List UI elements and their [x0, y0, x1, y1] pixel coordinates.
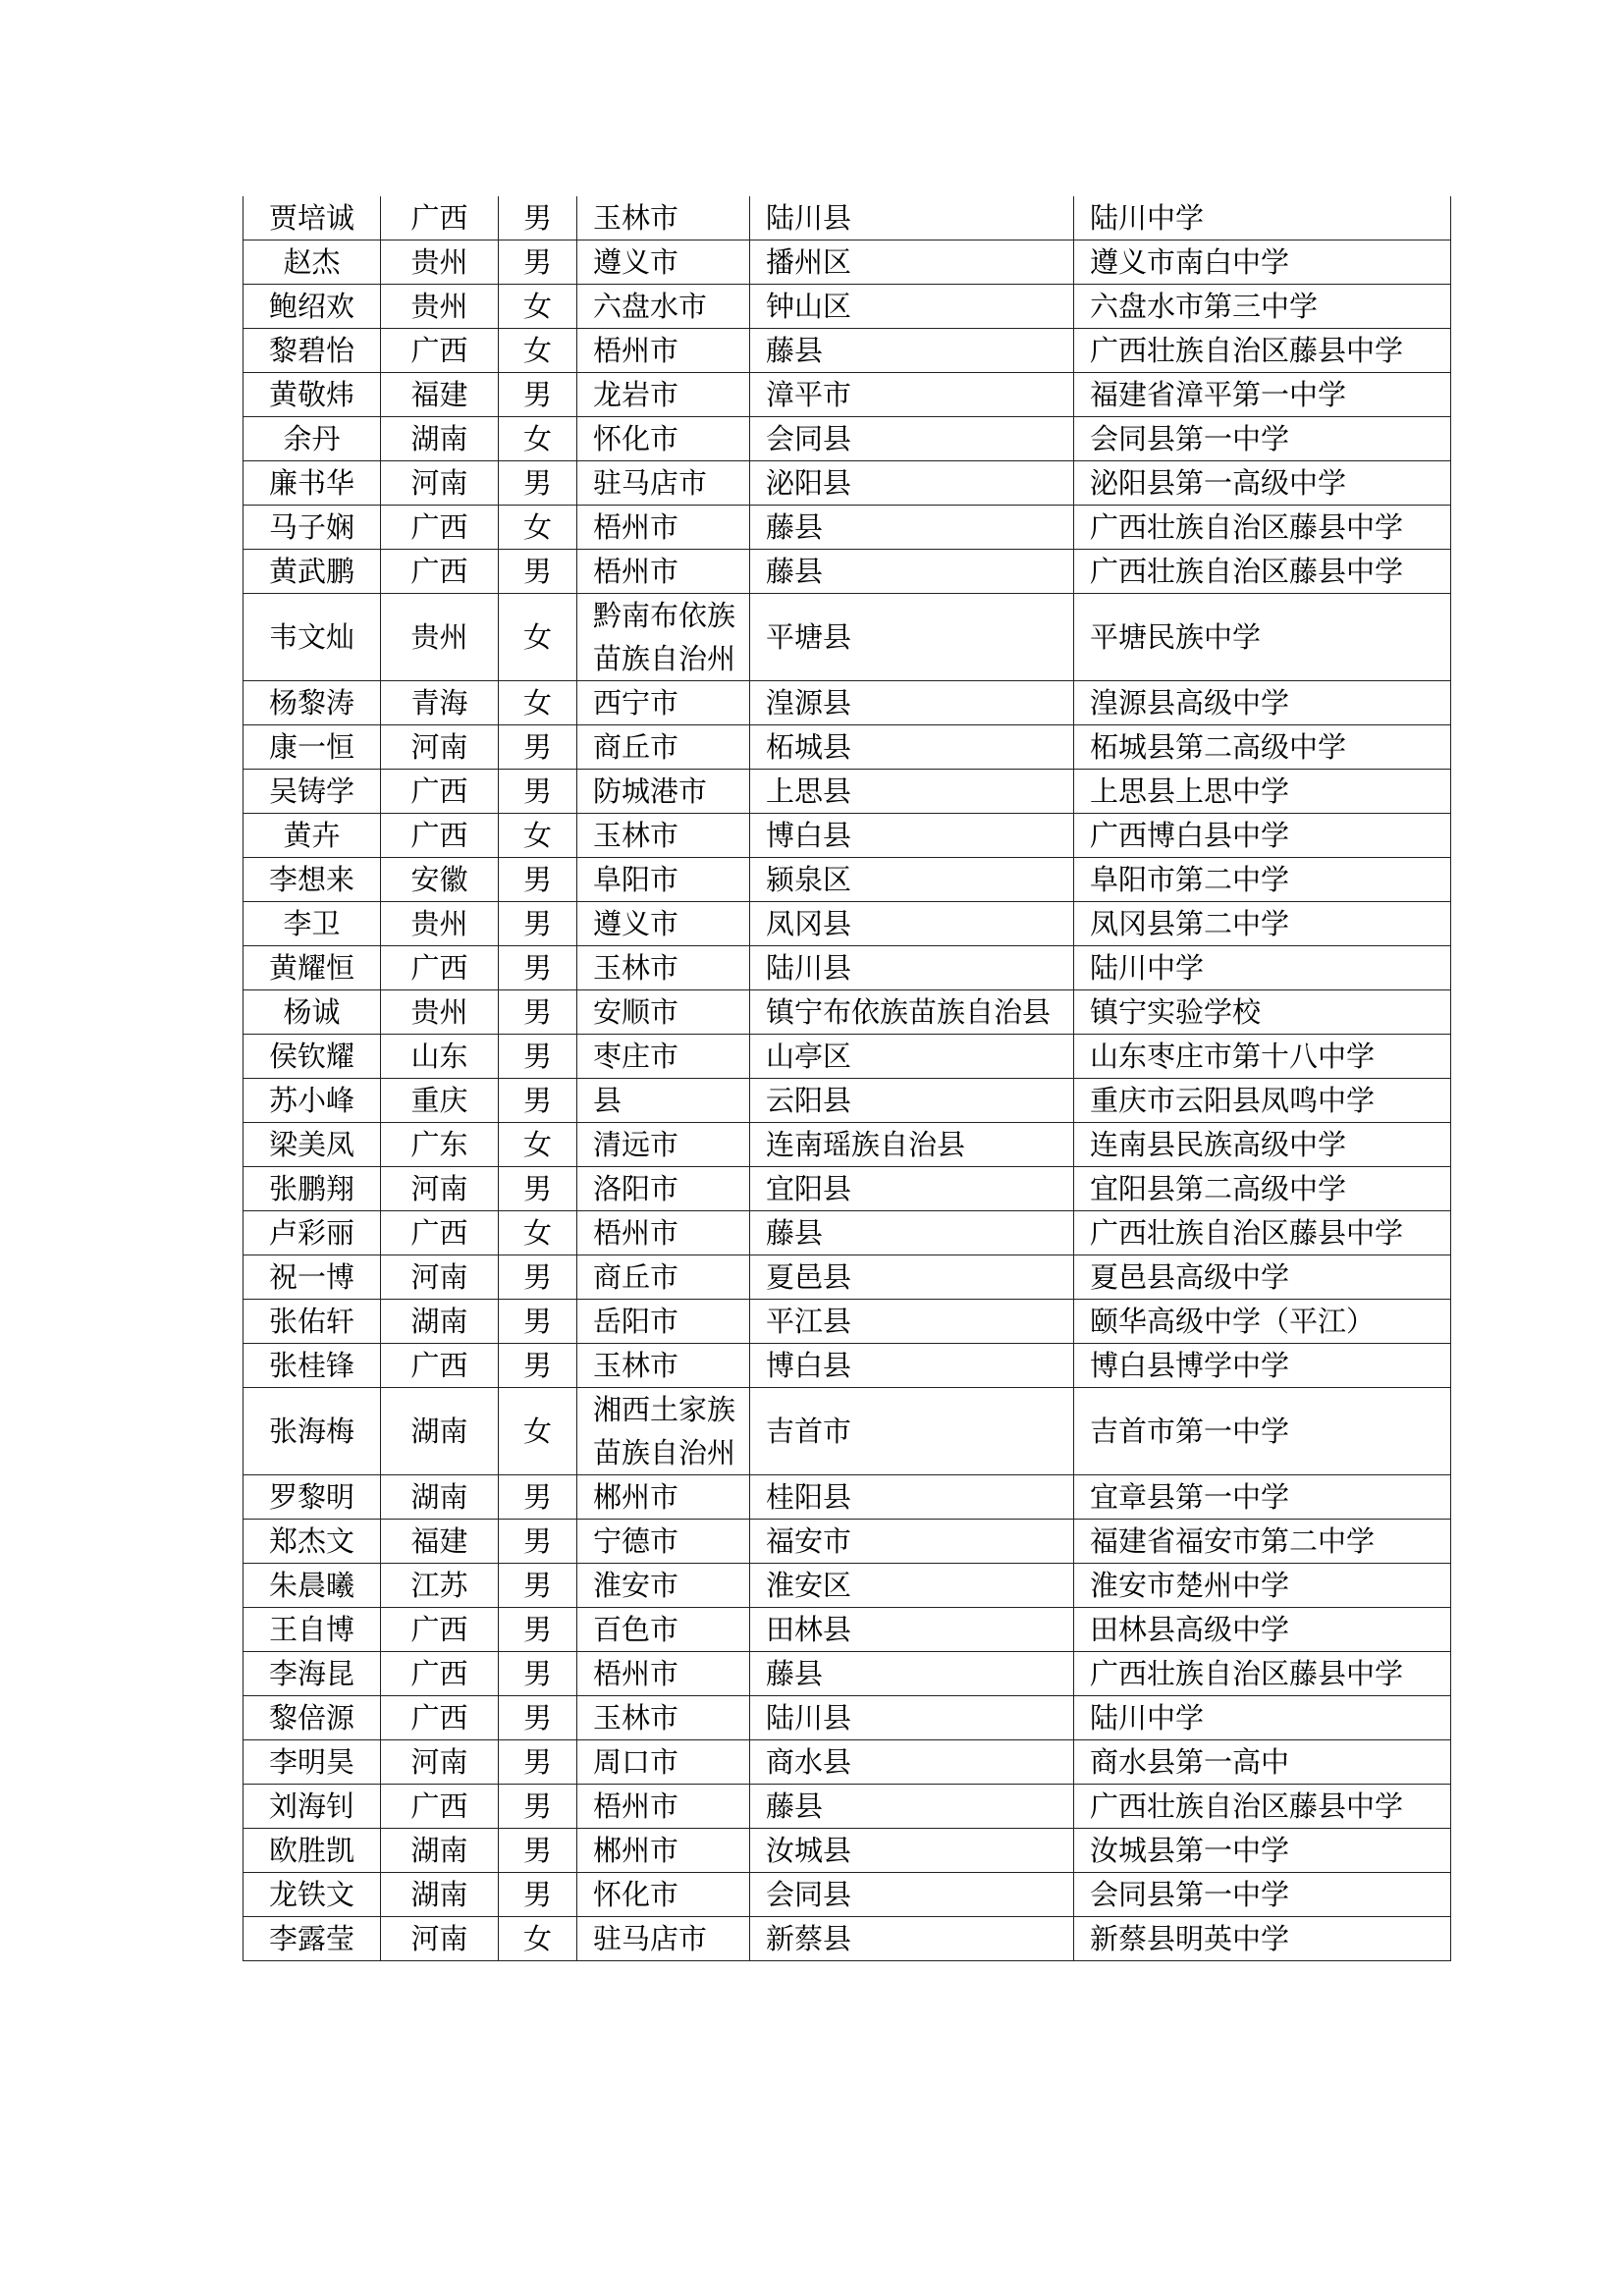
table-row [244, 417, 1451, 461]
gender-cell: 女 [499, 329, 577, 373]
county-cell: 藤县 [750, 1211, 1074, 1255]
school-cell: 宜章县第一中学 [1074, 1475, 1451, 1520]
table-row [244, 1255, 1451, 1300]
county-cell: 泌阳县 [750, 461, 1074, 506]
school-cell: 商水县第一高中 [1074, 1740, 1451, 1785]
table-row [244, 1608, 1451, 1652]
table-row [244, 1211, 1451, 1255]
county-cell: 陆川县 [750, 946, 1074, 990]
gender-cell: 男 [499, 1344, 577, 1388]
gender-cell: 男 [499, 1829, 577, 1873]
city-cell: 岳阳市 [577, 1300, 750, 1344]
school-cell: 陆川中学 [1074, 946, 1451, 990]
county-cell: 云阳县 [750, 1079, 1074, 1123]
province-cell: 河南 [381, 1917, 499, 1961]
student-name-cell: 杨诚 [244, 990, 381, 1035]
table-row [244, 196, 1451, 240]
province-cell: 河南 [381, 725, 499, 770]
gender-cell: 女 [499, 1211, 577, 1255]
gender-cell: 男 [499, 1740, 577, 1785]
student-name-cell: 余丹 [244, 417, 381, 461]
city-cell: 驻马店市 [577, 1917, 750, 1961]
student-name-cell: 李露莹 [244, 1917, 381, 1961]
county-cell: 汝城县 [750, 1829, 1074, 1873]
province-cell: 广西 [381, 1785, 499, 1829]
city-cell: 西宁市 [577, 681, 750, 725]
table-row [244, 770, 1451, 814]
gender-cell: 男 [499, 1475, 577, 1520]
student-name-cell: 黎倍源 [244, 1696, 381, 1740]
gender-cell: 男 [499, 770, 577, 814]
county-cell: 田林县 [750, 1608, 1074, 1652]
school-cell: 重庆市云阳县凤鸣中学 [1074, 1079, 1451, 1123]
province-cell: 河南 [381, 1255, 499, 1300]
city-cell: 清远市 [577, 1123, 750, 1167]
table-row [244, 681, 1451, 725]
table-row [244, 814, 1451, 858]
table-row [244, 240, 1451, 285]
school-cell: 上思县上思中学 [1074, 770, 1451, 814]
gender-cell: 女 [499, 506, 577, 550]
county-cell: 镇宁布依族苗族自治县 [750, 990, 1074, 1035]
city-cell: 玉林市 [577, 1696, 750, 1740]
school-cell: 广西壮族自治区藤县中学 [1074, 506, 1451, 550]
table-row [244, 1300, 1451, 1344]
gender-cell: 女 [499, 1123, 577, 1167]
city-cell: 洛阳市 [577, 1167, 750, 1211]
gender-cell: 男 [499, 240, 577, 285]
city-cell: 阜阳市 [577, 858, 750, 902]
province-cell: 河南 [381, 1740, 499, 1785]
student-name-cell: 张海梅 [244, 1388, 381, 1475]
student-name-cell: 李海昆 [244, 1652, 381, 1696]
county-cell: 淮安区 [750, 1564, 1074, 1608]
table-row [244, 506, 1451, 550]
city-cell: 玉林市 [577, 1344, 750, 1388]
city-cell: 百色市 [577, 1608, 750, 1652]
gender-cell: 男 [499, 946, 577, 990]
school-cell: 广西壮族自治区藤县中学 [1074, 550, 1451, 594]
school-cell: 田林县高级中学 [1074, 1608, 1451, 1652]
province-cell: 广西 [381, 196, 499, 240]
gender-cell: 女 [499, 1917, 577, 1961]
county-cell: 夏邑县 [750, 1255, 1074, 1300]
city-cell: 龙岩市 [577, 373, 750, 417]
province-cell: 湖南 [381, 1873, 499, 1917]
gender-cell: 男 [499, 1652, 577, 1696]
city-cell: 梧州市 [577, 329, 750, 373]
table-row [244, 1740, 1451, 1785]
school-cell: 柘城县第二高级中学 [1074, 725, 1451, 770]
city-cell: 梧州市 [577, 1652, 750, 1696]
gender-cell: 男 [499, 858, 577, 902]
school-cell: 汝城县第一中学 [1074, 1829, 1451, 1873]
city-cell: 防城港市 [577, 770, 750, 814]
province-cell: 山东 [381, 1035, 499, 1079]
table-row [244, 594, 1451, 681]
table-row [244, 550, 1451, 594]
county-cell: 商水县 [750, 1740, 1074, 1785]
county-cell: 宜阳县 [750, 1167, 1074, 1211]
county-cell: 吉首市 [750, 1388, 1074, 1475]
province-cell: 广西 [381, 1211, 499, 1255]
county-cell: 藤县 [750, 329, 1074, 373]
student-name-cell: 刘海钊 [244, 1785, 381, 1829]
gender-cell: 男 [499, 1785, 577, 1829]
table-row [244, 1873, 1451, 1917]
table-row [244, 990, 1451, 1035]
student-name-cell: 李卫 [244, 902, 381, 946]
school-cell: 连南县民族高级中学 [1074, 1123, 1451, 1167]
province-cell: 湖南 [381, 1300, 499, 1344]
student-name-cell: 黎碧怡 [244, 329, 381, 373]
county-cell: 钟山区 [750, 285, 1074, 329]
table-row [244, 1079, 1451, 1123]
student-name-cell: 王自博 [244, 1608, 381, 1652]
province-cell: 贵州 [381, 594, 499, 681]
student-name-cell: 朱晨曦 [244, 1564, 381, 1608]
county-cell: 桂阳县 [750, 1475, 1074, 1520]
county-cell: 凤冈县 [750, 902, 1074, 946]
school-cell: 广西壮族自治区藤县中学 [1074, 1652, 1451, 1696]
county-cell: 湟源县 [750, 681, 1074, 725]
county-cell: 陆川县 [750, 1696, 1074, 1740]
student-name-cell: 侯钦耀 [244, 1035, 381, 1079]
school-cell: 广西壮族自治区藤县中学 [1074, 329, 1451, 373]
student-name-cell: 张佑轩 [244, 1300, 381, 1344]
city-cell: 黔南布依族苗族自治州 [577, 594, 750, 681]
table-row [244, 1167, 1451, 1211]
county-cell: 藤县 [750, 550, 1074, 594]
province-cell: 广西 [381, 1608, 499, 1652]
table-row [244, 1785, 1451, 1829]
student-name-cell: 韦文灿 [244, 594, 381, 681]
city-cell: 湘西土家族苗族自治州 [577, 1388, 750, 1475]
table-row [244, 1696, 1451, 1740]
student-name-cell: 黄耀恒 [244, 946, 381, 990]
table-row [244, 725, 1451, 770]
student-name-cell: 贾培诚 [244, 196, 381, 240]
gender-cell: 男 [499, 1255, 577, 1300]
province-cell: 贵州 [381, 902, 499, 946]
county-cell: 漳平市 [750, 373, 1074, 417]
student-name-cell: 李明昊 [244, 1740, 381, 1785]
table-row [244, 1829, 1451, 1873]
province-cell: 广西 [381, 506, 499, 550]
gender-cell: 女 [499, 417, 577, 461]
county-cell: 颍泉区 [750, 858, 1074, 902]
city-cell: 玉林市 [577, 196, 750, 240]
city-cell: 玉林市 [577, 814, 750, 858]
table-row [244, 1520, 1451, 1564]
school-cell: 博白县博学中学 [1074, 1344, 1451, 1388]
province-cell: 广西 [381, 1696, 499, 1740]
city-cell: 梧州市 [577, 1785, 750, 1829]
table-row [244, 373, 1451, 417]
school-cell: 福建省福安市第二中学 [1074, 1520, 1451, 1564]
table-row [244, 1652, 1451, 1696]
school-cell: 镇宁实验学校 [1074, 990, 1451, 1035]
city-cell: 宁德市 [577, 1520, 750, 1564]
city-cell: 梧州市 [577, 550, 750, 594]
gender-cell: 男 [499, 725, 577, 770]
school-cell: 广西博白县中学 [1074, 814, 1451, 858]
province-cell: 福建 [381, 1520, 499, 1564]
school-cell: 颐华高级中学（平江） [1074, 1300, 1451, 1344]
city-cell: 怀化市 [577, 417, 750, 461]
table-row [244, 858, 1451, 902]
county-cell: 连南瑶族自治县 [750, 1123, 1074, 1167]
gender-cell: 男 [499, 1873, 577, 1917]
school-cell: 陆川中学 [1074, 1696, 1451, 1740]
province-cell: 广西 [381, 1344, 499, 1388]
school-cell: 六盘水市第三中学 [1074, 285, 1451, 329]
province-cell: 湖南 [381, 1475, 499, 1520]
student-name-cell: 梁美凤 [244, 1123, 381, 1167]
student-name-cell: 龙铁文 [244, 1873, 381, 1917]
school-cell: 陆川中学 [1074, 196, 1451, 240]
county-cell: 上思县 [750, 770, 1074, 814]
student-name-cell: 罗黎明 [244, 1475, 381, 1520]
county-cell: 博白县 [750, 1344, 1074, 1388]
province-cell: 广西 [381, 946, 499, 990]
gender-cell: 女 [499, 285, 577, 329]
student-name-cell: 鲍绍欢 [244, 285, 381, 329]
province-cell: 贵州 [381, 285, 499, 329]
county-cell: 博白县 [750, 814, 1074, 858]
school-cell: 福建省漳平第一中学 [1074, 373, 1451, 417]
province-cell: 贵州 [381, 240, 499, 285]
province-cell: 湖南 [381, 1388, 499, 1475]
city-cell: 淮安市 [577, 1564, 750, 1608]
student-name-cell: 黄卉 [244, 814, 381, 858]
student-name-cell: 祝一博 [244, 1255, 381, 1300]
province-cell: 河南 [381, 461, 499, 506]
table-row [244, 1564, 1451, 1608]
gender-cell: 男 [499, 902, 577, 946]
table-row [244, 329, 1451, 373]
school-cell: 广西壮族自治区藤县中学 [1074, 1785, 1451, 1829]
city-cell: 遵义市 [577, 240, 750, 285]
city-cell: 安顺市 [577, 990, 750, 1035]
city-cell: 郴州市 [577, 1829, 750, 1873]
city-cell: 驻马店市 [577, 461, 750, 506]
school-cell: 广西壮族自治区藤县中学 [1074, 1211, 1451, 1255]
gender-cell: 男 [499, 373, 577, 417]
gender-cell: 男 [499, 1300, 577, 1344]
gender-cell: 男 [499, 1035, 577, 1079]
school-cell: 会同县第一中学 [1074, 417, 1451, 461]
table-row [244, 1475, 1451, 1520]
county-cell: 播州区 [750, 240, 1074, 285]
table-row [244, 1344, 1451, 1388]
school-cell: 泌阳县第一高级中学 [1074, 461, 1451, 506]
county-cell: 藤县 [750, 506, 1074, 550]
county-cell: 藤县 [750, 1652, 1074, 1696]
student-table [243, 196, 1451, 1961]
province-cell: 河南 [381, 1167, 499, 1211]
province-cell: 广西 [381, 814, 499, 858]
table-row [244, 461, 1451, 506]
gender-cell: 男 [499, 1167, 577, 1211]
school-cell: 湟源县高级中学 [1074, 681, 1451, 725]
province-cell: 广东 [381, 1123, 499, 1167]
gender-cell: 男 [499, 1696, 577, 1740]
county-cell: 新蔡县 [750, 1917, 1074, 1961]
gender-cell: 女 [499, 594, 577, 681]
province-cell: 安徽 [381, 858, 499, 902]
gender-cell: 男 [499, 1608, 577, 1652]
province-cell: 重庆 [381, 1079, 499, 1123]
gender-cell: 女 [499, 1388, 577, 1475]
student-name-cell: 欧胜凯 [244, 1829, 381, 1873]
city-cell: 商丘市 [577, 1255, 750, 1300]
student-name-cell: 杨黎涛 [244, 681, 381, 725]
province-cell: 广西 [381, 329, 499, 373]
gender-cell: 男 [499, 1520, 577, 1564]
table-row [244, 902, 1451, 946]
county-cell: 会同县 [750, 1873, 1074, 1917]
county-cell: 柘城县 [750, 725, 1074, 770]
county-cell: 山亭区 [750, 1035, 1074, 1079]
school-cell: 吉首市第一中学 [1074, 1388, 1451, 1475]
province-cell: 福建 [381, 373, 499, 417]
county-cell: 藤县 [750, 1785, 1074, 1829]
county-cell: 陆川县 [750, 196, 1074, 240]
gender-cell: 男 [499, 461, 577, 506]
student-name-cell: 马子娴 [244, 506, 381, 550]
gender-cell: 男 [499, 196, 577, 240]
gender-cell: 男 [499, 550, 577, 594]
city-cell: 周口市 [577, 1740, 750, 1785]
city-cell: 玉林市 [577, 946, 750, 990]
school-cell: 遵义市南白中学 [1074, 240, 1451, 285]
school-cell: 阜阳市第二中学 [1074, 858, 1451, 902]
city-cell: 怀化市 [577, 1873, 750, 1917]
table-row [244, 946, 1451, 990]
province-cell: 广西 [381, 770, 499, 814]
city-cell: 六盘水市 [577, 285, 750, 329]
table-row [244, 285, 1451, 329]
province-cell: 广西 [381, 550, 499, 594]
student-name-cell: 赵杰 [244, 240, 381, 285]
student-name-cell: 康一恒 [244, 725, 381, 770]
city-cell: 梧州市 [577, 506, 750, 550]
school-cell: 淮安市楚州中学 [1074, 1564, 1451, 1608]
student-name-cell: 张桂锋 [244, 1344, 381, 1388]
province-cell: 湖南 [381, 1829, 499, 1873]
county-cell: 会同县 [750, 417, 1074, 461]
student-name-cell: 黄武鹏 [244, 550, 381, 594]
city-cell: 枣庄市 [577, 1035, 750, 1079]
gender-cell: 男 [499, 990, 577, 1035]
city-cell: 郴州市 [577, 1475, 750, 1520]
student-name-cell: 苏小峰 [244, 1079, 381, 1123]
province-cell: 广西 [381, 1652, 499, 1696]
gender-cell: 男 [499, 1564, 577, 1608]
province-cell: 江苏 [381, 1564, 499, 1608]
city-cell: 商丘市 [577, 725, 750, 770]
gender-cell: 女 [499, 814, 577, 858]
school-cell: 平塘民族中学 [1074, 594, 1451, 681]
student-name-cell: 黄敬炜 [244, 373, 381, 417]
city-cell: 梧州市 [577, 1211, 750, 1255]
table-row [244, 1035, 1451, 1079]
table-body [244, 196, 1451, 1961]
school-cell: 宜阳县第二高级中学 [1074, 1167, 1451, 1211]
table-row [244, 1123, 1451, 1167]
school-cell: 凤冈县第二中学 [1074, 902, 1451, 946]
county-cell: 福安市 [750, 1520, 1074, 1564]
school-cell: 山东枣庄市第十八中学 [1074, 1035, 1451, 1079]
school-cell: 新蔡县明英中学 [1074, 1917, 1451, 1961]
student-name-cell: 卢彩丽 [244, 1211, 381, 1255]
student-name-cell: 李想来 [244, 858, 381, 902]
province-cell: 青海 [381, 681, 499, 725]
student-name-cell: 廉书华 [244, 461, 381, 506]
city-cell: 遵义市 [577, 902, 750, 946]
province-cell: 湖南 [381, 417, 499, 461]
province-cell: 贵州 [381, 990, 499, 1035]
student-name-cell: 郑杰文 [244, 1520, 381, 1564]
student-name-cell: 吴铸学 [244, 770, 381, 814]
table-row [244, 1388, 1451, 1475]
county-cell: 平塘县 [750, 594, 1074, 681]
city-cell: 县 [577, 1079, 750, 1123]
county-cell: 平江县 [750, 1300, 1074, 1344]
school-cell: 会同县第一中学 [1074, 1873, 1451, 1917]
gender-cell: 男 [499, 1079, 577, 1123]
student-name-cell: 张鹏翔 [244, 1167, 381, 1211]
gender-cell: 女 [499, 681, 577, 725]
school-cell: 夏邑县高级中学 [1074, 1255, 1451, 1300]
table-row [244, 1917, 1451, 1961]
